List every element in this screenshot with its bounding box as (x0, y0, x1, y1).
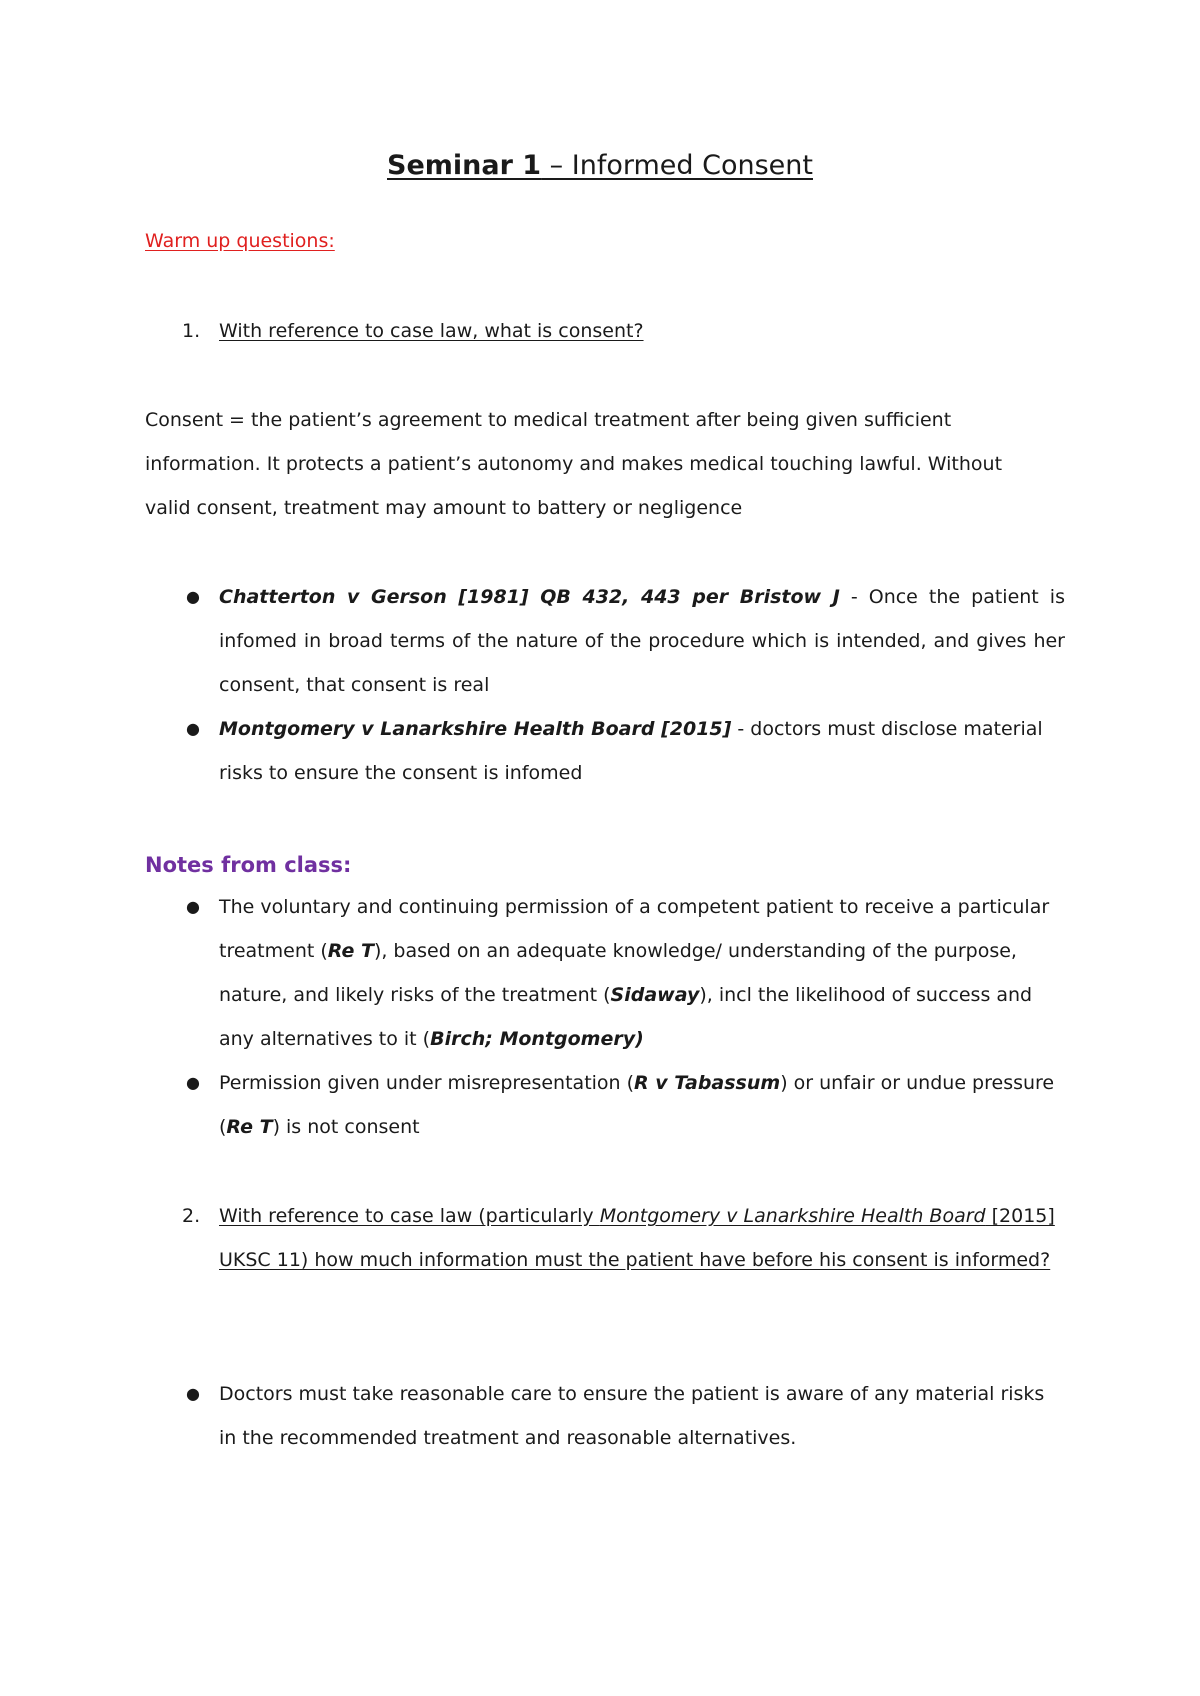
question-1-number: 1. (182, 320, 201, 342)
question-2-number: 2. (182, 1205, 201, 1227)
question-2-text (219, 1194, 1075, 1282)
text-segment: ), incl the likelihood of success and any alternatives to it ( (219, 984, 1033, 1050)
text-segment: [2015] UKSC 11) how much information must the patient have before his consent is informed? (219, 1205, 1055, 1271)
bullet-body: - doctors must disclose material risks to ensure the consent is infomed (219, 718, 1043, 784)
bullet-icon: ● (186, 719, 200, 738)
bullet-body: - Once the patient is infomed in broad terms of the nature of the procedure which is intended, and gives her consent, that consent is real (219, 586, 1065, 696)
bullet-text (219, 1061, 1065, 1149)
consent-paragraph-line-1: Consent = the patient’s agreement to medical treatment after being given sufficient (145, 409, 952, 431)
case-citation: Chatterton v Gerson [1981] QB 432, 443 per Bristow J (219, 586, 840, 608)
bullet-icon: ● (186, 587, 200, 606)
bullet-icon: ● (186, 1073, 200, 1092)
warmup-heading: Warm up questions: (145, 230, 335, 252)
text-segment: With reference to case law (particularly (219, 1205, 600, 1227)
text-segment: ) or unfair or undue pressure ( (219, 1072, 1055, 1138)
case-citation: Montgomery v Lanarkshire Health Board (599, 1205, 986, 1227)
case-citation: Montgomery v Lanarkshire Health Board [2015] (219, 718, 732, 740)
bullet-icon: ● (186, 1384, 200, 1403)
bullet-text (219, 885, 1065, 1061)
consent-paragraph-line-2: information. It protects a patient’s autonomy and makes medical touching lawful. Without (145, 453, 1003, 475)
title-bold: Seminar 1 (387, 150, 542, 181)
question-2 (145, 1194, 1075, 1334)
case-citation: R v Tabassum (634, 1072, 781, 1094)
consent-paragraph-line-3: valid consent, treatment may amount to battery or negligence (145, 497, 743, 519)
question-1-text: With reference to case law, what is consent? (219, 320, 644, 342)
text-segment: Permission given under misrepresentation ( (219, 1072, 635, 1094)
text-segment: The voluntary and continuing permission of a competent patient to receive a particular treatment ( (219, 896, 1050, 962)
consent-paragraph (145, 398, 1065, 530)
case-citation: Birch; Montgomery) (430, 1028, 644, 1050)
case-citation: Sidaway (610, 984, 700, 1006)
title-rest: – Informed Consent (541, 150, 813, 181)
bullet-text: Doctors must take reasonable care to ensure the patient is aware of any material risks in the recommended treatment and reasonable alternatives. (219, 1383, 1045, 1449)
bullet-text (219, 575, 1065, 707)
page-title (0, 148, 1200, 184)
case-citation: Re T (226, 1116, 273, 1138)
text-segment: ) is not consent (272, 1116, 420, 1138)
bullet-icon: ● (186, 897, 200, 916)
notes-heading: Notes from class: (145, 853, 352, 877)
text-segment: ), based on an adequate knowledge/ understanding of the purpose, nature, and likely risks of the treatment ( (219, 940, 1017, 1006)
bullet-text (219, 707, 1065, 795)
case-citation: Re T (327, 940, 374, 962)
